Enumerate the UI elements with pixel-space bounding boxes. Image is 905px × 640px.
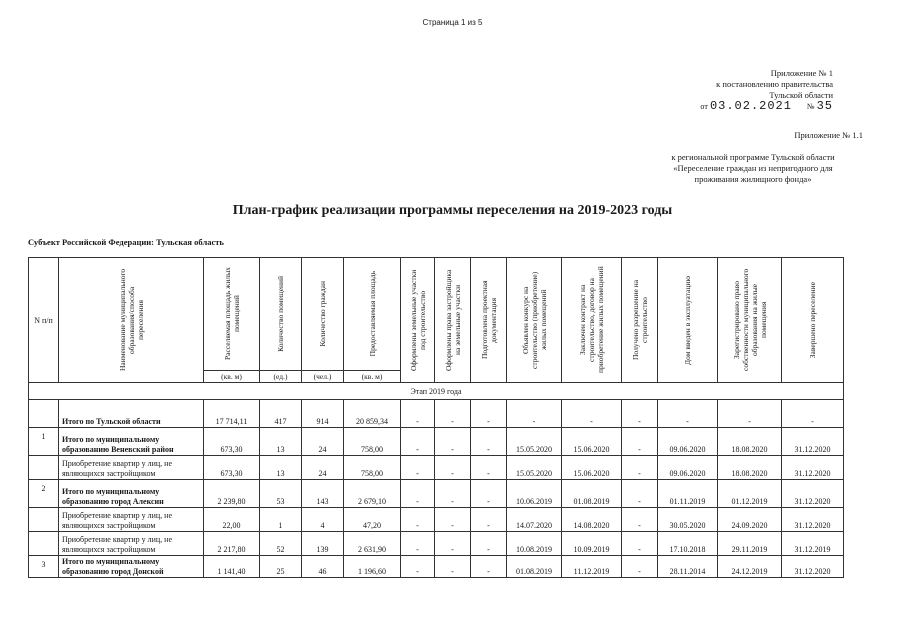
table-cell: - <box>658 400 718 428</box>
table-cell: 2 631,90 <box>344 532 401 556</box>
table-cell: - <box>435 400 471 428</box>
row-name: Приобретение квартир у лиц, не являющихся застройщиком <box>59 508 204 532</box>
column-header-text: Количество помещений <box>276 276 285 352</box>
table-cell: 15.06.2020 <box>562 428 622 456</box>
table-cell: 31.12.2020 <box>782 480 844 508</box>
document-title: План-график реализации программы переселения на 2019-2023 годы <box>232 203 673 218</box>
table-cell: - <box>401 556 435 578</box>
column-header <box>302 258 344 371</box>
table-cell: 10.09.2019 <box>562 532 622 556</box>
table-cell: 673,30 <box>204 456 260 480</box>
unit-cell: (чел.) <box>302 371 344 383</box>
table-row <box>29 508 844 532</box>
column-header-text: Получено разрешение на строительство <box>630 279 649 361</box>
appendix-1-line2: к постановлению правительства <box>716 79 833 89</box>
table-cell: - <box>622 456 658 480</box>
table-cell: 1 196,60 <box>344 556 401 578</box>
table-cell: 47,20 <box>344 508 401 532</box>
table-cell: - <box>471 400 507 428</box>
table-cell: 28.11.2014 <box>658 556 718 578</box>
table-cell: - <box>471 556 507 578</box>
column-header-text: Оформлены права застройщика на земельные участки <box>443 269 462 371</box>
table-row <box>29 556 844 578</box>
table-cell: - <box>435 456 471 480</box>
table-cell: 673,30 <box>204 428 260 456</box>
table-row <box>29 400 844 428</box>
column-header: N п/п <box>29 258 59 383</box>
table-cell: - <box>622 480 658 508</box>
table-cell: 46 <box>302 556 344 578</box>
row-number: 2 <box>29 480 59 508</box>
column-header-text: Наименование муниципального образования/способа переселения <box>117 268 145 372</box>
table-cell: - <box>782 400 844 428</box>
column-header <box>471 258 507 383</box>
column-header <box>622 258 658 383</box>
table-cell: 01.11.2019 <box>658 480 718 508</box>
column-header-text: Количество граждан <box>318 281 327 347</box>
appendix-1-block <box>633 68 833 112</box>
table-cell: 52 <box>260 532 302 556</box>
table-cell: 53 <box>260 480 302 508</box>
row-name: Итого по муниципальному образованию город Донской <box>59 556 204 578</box>
row-number <box>29 532 59 556</box>
table-cell: 31.12.2020 <box>782 508 844 532</box>
column-header <box>435 258 471 383</box>
row-number: 3 <box>29 556 59 578</box>
table-cell: - <box>401 480 435 508</box>
table-cell: 1 <box>260 508 302 532</box>
table-cell: 13 <box>260 456 302 480</box>
table-cell: 31.12.2020 <box>782 428 844 456</box>
table-cell: 09.06.2020 <box>658 428 718 456</box>
table-cell: 29.11.2019 <box>718 532 782 556</box>
table-cell: - <box>471 532 507 556</box>
column-header-text: Объявлен конкурс на строительство (приобретение) жилых помещений <box>520 271 548 369</box>
table-cell: 2 239,80 <box>204 480 260 508</box>
table-cell: 4 <box>302 508 344 532</box>
page-header: Страница 1 из 5 <box>422 18 483 27</box>
table-cell: - <box>507 400 562 428</box>
table-cell: 24.12.2019 <box>718 556 782 578</box>
table-cell: 143 <box>302 480 344 508</box>
table-cell: - <box>401 400 435 428</box>
appendix-1-1-line4: проживания жилищного фонда» <box>694 174 812 184</box>
column-header-text: Завершено переселение <box>808 281 817 359</box>
table-cell: 14.07.2020 <box>507 508 562 532</box>
table-cell: 31.12.2020 <box>782 456 844 480</box>
table-cell: 417 <box>260 400 302 428</box>
column-header <box>718 258 782 383</box>
table-cell: - <box>401 508 435 532</box>
table-cell: 17.10.2018 <box>658 532 718 556</box>
table-cell: 1 141,40 <box>204 556 260 578</box>
row-name: Итого по муниципальному образованию Веневский район <box>59 428 204 456</box>
decree-date: 03.02.2021 <box>709 99 792 113</box>
table-cell: 09.06.2020 <box>658 456 718 480</box>
header-row <box>29 258 844 371</box>
table-cell: 22,00 <box>204 508 260 532</box>
table-cell: 30.05.2020 <box>658 508 718 532</box>
column-header <box>344 258 401 371</box>
table-cell: 139 <box>302 532 344 556</box>
column-header-text: Зарегистрировано право собственности муниципального образования на жилые помещения <box>731 268 768 372</box>
appendix-1-line3: Тульской области <box>769 90 833 100</box>
column-header <box>658 258 718 383</box>
column-header-text: Оформлены земельные участки под строительство <box>408 269 427 371</box>
table-cell: 01.08.2019 <box>562 480 622 508</box>
table-cell: - <box>435 508 471 532</box>
table-cell: 914 <box>302 400 344 428</box>
column-header-text: Расселяемая площадь жилых помещений <box>222 267 241 361</box>
stage-label: Этап 2019 года <box>29 383 844 400</box>
table-row <box>29 428 844 456</box>
num-prefix: № <box>806 102 815 111</box>
column-header <box>59 258 204 383</box>
row-name: Итого по Тульской области <box>59 400 204 428</box>
appendix-1-1-block <box>643 152 863 185</box>
table-cell: - <box>622 556 658 578</box>
column-header <box>204 258 260 371</box>
row-number <box>29 400 59 428</box>
table-row <box>29 532 844 556</box>
table-cell: 2 679,10 <box>344 480 401 508</box>
row-number <box>29 508 59 532</box>
table-cell: 24.09.2020 <box>718 508 782 532</box>
table-cell: - <box>435 428 471 456</box>
table-cell: - <box>471 508 507 532</box>
column-header-text: Заключен контракт на строительство, договор на приобретение жилых помещений <box>578 266 605 374</box>
row-number <box>29 456 59 480</box>
column-header <box>507 258 562 383</box>
table-cell: - <box>622 400 658 428</box>
column-header-text: Предоставляемая площадь <box>367 271 377 357</box>
table-row <box>29 456 844 480</box>
column-header <box>260 258 302 371</box>
table-cell: 15.05.2020 <box>507 428 562 456</box>
table-cell: - <box>435 556 471 578</box>
table-cell: 25 <box>260 556 302 578</box>
table-cell: 18.08.2020 <box>718 428 782 456</box>
table-cell: - <box>401 532 435 556</box>
decree-number: 35 <box>816 99 833 113</box>
column-header-text: Дом введен в эксплуатацию <box>683 275 692 365</box>
table-cell: - <box>718 400 782 428</box>
unit-cell: (кв. м) <box>344 371 401 383</box>
table-cell: 20 859,34 <box>344 400 401 428</box>
table-cell: - <box>471 456 507 480</box>
table-cell: 24 <box>302 456 344 480</box>
table-cell: - <box>562 400 622 428</box>
table-cell: 18.08.2020 <box>718 456 782 480</box>
table-cell: - <box>622 532 658 556</box>
table-cell: 11.12.2019 <box>562 556 622 578</box>
table-cell: 15.06.2020 <box>562 456 622 480</box>
table-cell: - <box>471 428 507 456</box>
table-cell: - <box>622 428 658 456</box>
unit-cell: (ед.) <box>260 371 302 383</box>
table-cell: - <box>471 480 507 508</box>
table-cell: 13 <box>260 428 302 456</box>
table-row <box>29 480 844 508</box>
subject-line: Субъект Российской Федерации: Тульская область <box>28 237 224 247</box>
table-cell: - <box>622 508 658 532</box>
table-cell: 17 714,11 <box>204 400 260 428</box>
appendix-1-1-line2: к региональной программе Тульской области <box>671 152 835 162</box>
unit-cell: (кв. м) <box>204 371 260 383</box>
table-cell: 758,00 <box>344 428 401 456</box>
appendix-1-title: Приложение № 1 <box>770 68 833 78</box>
column-header-text: Подготовлена проектная документация <box>479 280 498 360</box>
appendix-1-date-line <box>633 101 833 112</box>
table-cell: 2 217,80 <box>204 532 260 556</box>
date-prefix: от <box>700 102 708 111</box>
row-name: Итого по муниципальному образованию город Алексин <box>59 480 204 508</box>
table-cell: 10.06.2019 <box>507 480 562 508</box>
table-cell: 758,00 <box>344 456 401 480</box>
table-cell: 15.05.2020 <box>507 456 562 480</box>
row-name: Приобретение квартир у лиц, не являющихся застройщиком <box>59 532 204 556</box>
column-header <box>562 258 622 383</box>
table-cell: - <box>435 532 471 556</box>
table-cell: 24 <box>302 428 344 456</box>
row-name: Приобретение квартир у лиц, не являющихся застройщиком <box>59 456 204 480</box>
column-header <box>782 258 844 383</box>
schedule-table <box>28 257 844 578</box>
table-cell: - <box>401 456 435 480</box>
table-cell: 10.08.2019 <box>507 532 562 556</box>
table-cell: 14.08.2020 <box>562 508 622 532</box>
column-header <box>401 258 435 383</box>
table-cell: 01.08.2019 <box>507 556 562 578</box>
row-number: 1 <box>29 428 59 456</box>
appendix-1-1-line3: «Переселение граждан из непригодного для <box>673 163 833 173</box>
table-cell: - <box>401 428 435 456</box>
table-cell: - <box>435 480 471 508</box>
table-cell: 31.12.2019 <box>782 532 844 556</box>
appendix-1-1-title: Приложение № 1.1 <box>794 130 863 140</box>
stage-row <box>29 383 844 400</box>
table-cell: 31.12.2020 <box>782 556 844 578</box>
table-cell: 01.12.2019 <box>718 480 782 508</box>
